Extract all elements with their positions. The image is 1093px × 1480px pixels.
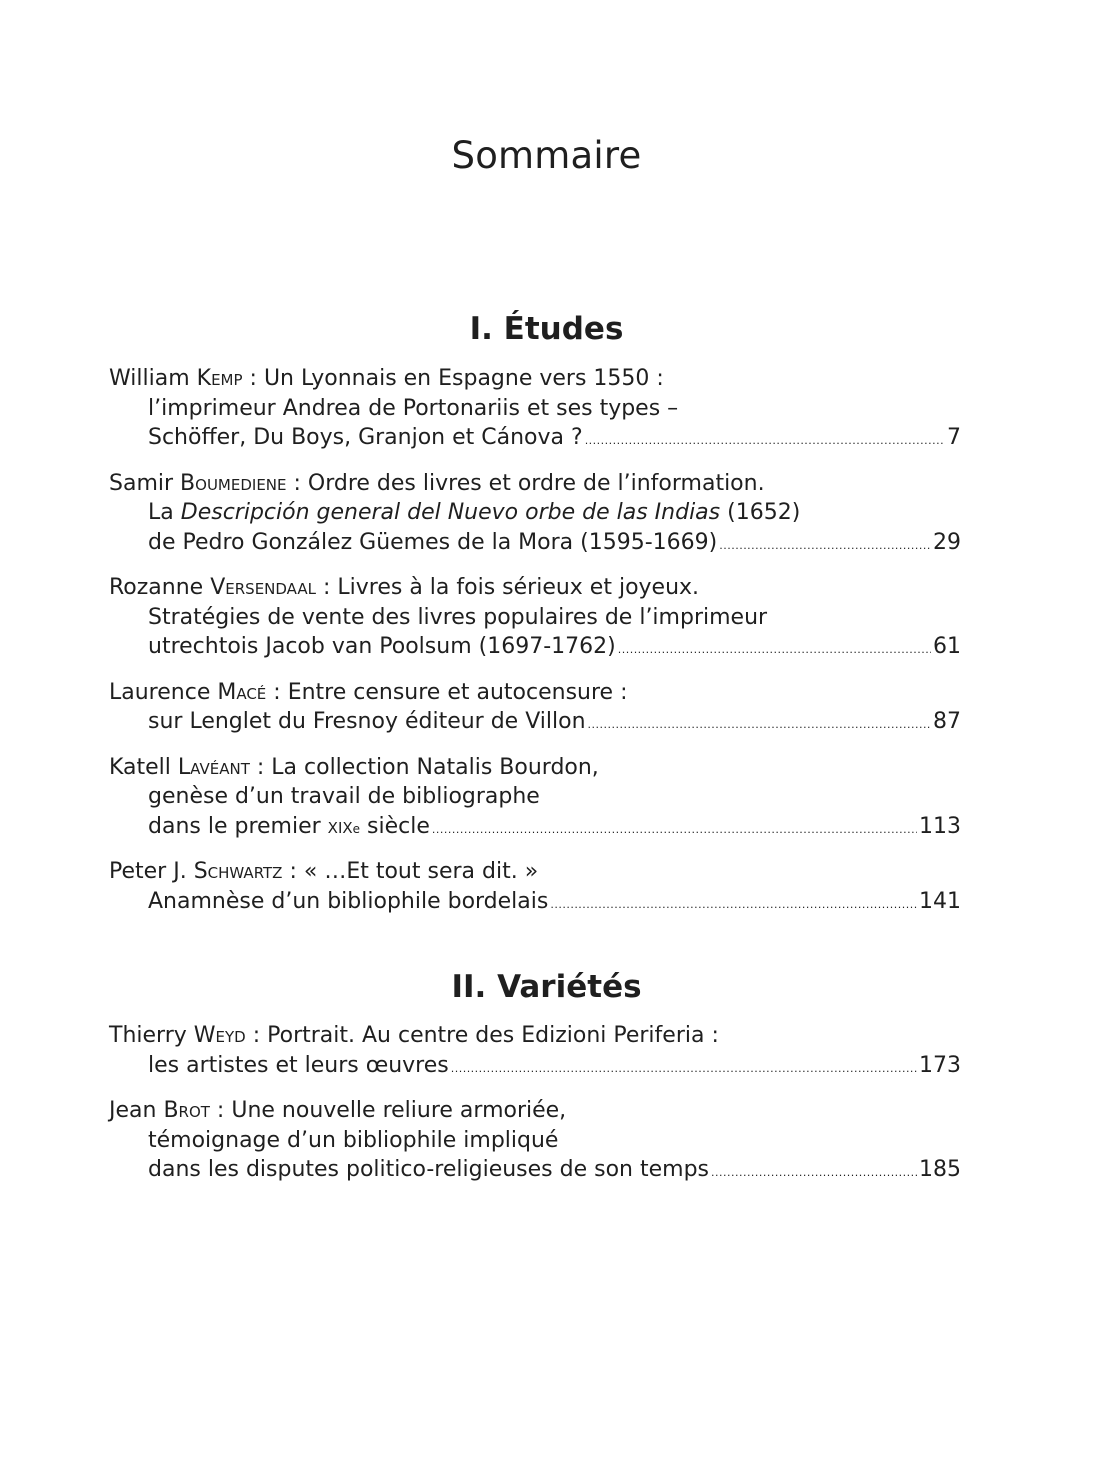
dot-leader (588, 707, 931, 740)
page-number: 29 (933, 529, 961, 555)
author-first-name: Katell (109, 754, 171, 780)
author-last-name: Kemp (196, 366, 243, 391)
page-number: 87 (933, 709, 961, 734)
section-heading-varietes: II. Variétés (451, 969, 642, 1005)
entry-title-italic: Descripción general del Nuevo orbe de las Indias (180, 500, 721, 525)
toc-line: Katell Lavéant : La collection Natalis Bourdon, (109, 753, 961, 783)
author-last-name: Brot (163, 1098, 210, 1123)
toc-line (109, 1155, 961, 1185)
author-last-name: Schwartz (193, 859, 283, 884)
dot-leader (585, 423, 945, 456)
toc-list-varietes (109, 1021, 961, 1201)
entry-title: l’imprimeur Andrea de Portonariis et ses types – (148, 395, 679, 421)
dot-leader (432, 812, 917, 845)
toc-line: Rozanne Versendaal : Livres à la fois sérieux et joyeux. (109, 573, 961, 603)
toc-entry[interactable] (109, 753, 961, 842)
toc-line (109, 498, 961, 528)
entry-title: siècle (367, 813, 430, 839)
dot-leader (719, 528, 931, 561)
entry-title: sur Lenglet du Fresnoy éditeur de Villon (148, 709, 586, 734)
entry-title: La collection Natalis Bourdon, (271, 754, 599, 780)
toc-entry[interactable] (109, 1021, 961, 1080)
toc-list-etudes (109, 364, 961, 932)
toc-line: Jean Brot : Une nouvelle reliure armoriée, (109, 1096, 961, 1126)
toc-entry[interactable] (109, 678, 961, 737)
author-last-name: Lavéant (177, 754, 250, 780)
author-first-name: Rozanne (109, 575, 204, 600)
toc-line (109, 887, 961, 917)
toc-entry[interactable] (109, 364, 961, 453)
entry-title: Stratégies de vente des livres populaires de l’imprimeur (148, 604, 768, 630)
toc-entry[interactable] (109, 1096, 961, 1185)
author-first-name: Laurence (109, 679, 211, 705)
toc-line (109, 394, 961, 424)
toc-entry[interactable] (109, 857, 961, 916)
entry-title: genèse d’un travail de bibliographe (148, 784, 540, 809)
page-number: 7 (947, 425, 961, 450)
toc-line (109, 423, 961, 453)
entry-title: Une nouvelle reliure armoriée, (231, 1098, 567, 1123)
dot-leader (618, 632, 931, 665)
author-first-name: Peter J. (109, 859, 187, 884)
toc-line (109, 1051, 961, 1081)
entry-title: Anamnèse d’un bibliophile bordelais (148, 888, 549, 914)
entry-title: (1652) (727, 500, 801, 525)
toc-line: Laurence Macé : Entre censure et autocensure : (109, 678, 961, 708)
page-number: 113 (919, 813, 961, 839)
page-number: 61 (933, 634, 961, 659)
toc-line (109, 632, 961, 662)
dot-leader (550, 887, 917, 920)
author-first-name: William (109, 366, 190, 391)
toc-entry[interactable] (109, 573, 961, 662)
entry-title: les artistes et leurs œuvres (148, 1052, 449, 1078)
author-last-name: Macé (217, 679, 267, 705)
entry-title: témoignage d’un bibliophile impliqué (148, 1127, 559, 1153)
entry-title: Livres à la fois sérieux et joyeux. (337, 575, 700, 600)
page-number: 185 (919, 1157, 961, 1182)
toc-line: dans le premier xix e siècle . . . 113 (109, 812, 961, 842)
author-first-name: Thierry (109, 1023, 187, 1048)
author-first-name: Samir (109, 470, 174, 496)
page-title: Sommaire (451, 134, 642, 177)
toc-entry[interactable] (109, 469, 961, 558)
author-last-name: Versendaal (210, 575, 316, 600)
roman-numeral: xix (327, 813, 353, 839)
toc-line (109, 782, 961, 812)
entry-title: Ordre des livres et ordre de l’information. (307, 470, 765, 496)
toc-line: Thierry Weyd : Portrait. Au centre des Edizioni Periferia : (109, 1021, 961, 1051)
toc-line (109, 528, 961, 558)
toc-line: Samir Boumediene : Ordre des livres et ordre de l’information. (109, 469, 961, 499)
toc-line (109, 707, 961, 737)
entry-title: utrechtois Jacob van Poolsum (1697-1762) (148, 634, 616, 659)
author-last-name: Boumediene (180, 470, 287, 496)
author-last-name: Weyd (193, 1023, 246, 1048)
author-first-name: Jean (109, 1098, 157, 1123)
section-heading-etudes: I. Études (469, 311, 624, 347)
entry-title: La (148, 500, 174, 525)
entry-title: de Pedro González Güemes de la Mora (1595-1669) (148, 529, 718, 555)
page-number: 173 (919, 1052, 961, 1078)
page-number: 141 (919, 888, 961, 914)
toc-line (109, 1126, 961, 1156)
entry-title: Un Lyonnais en Espagne vers 1550 : (263, 366, 664, 391)
dot-leader (711, 1155, 917, 1188)
toc-line: William Kemp : Un Lyonnais en Espagne vers 1550 : (109, 364, 961, 394)
entry-title: Portrait. Au centre des Edizioni Periferia : (267, 1023, 719, 1048)
entry-title: dans les disputes politico-religieuses de son temps (148, 1157, 709, 1182)
entry-title: Entre censure et autocensure : (287, 679, 628, 705)
entry-title: Schöffer, Du Boys, Granjon et Cánova ? (148, 425, 583, 450)
dot-leader (451, 1051, 917, 1084)
toc-line: Peter J. Schwartz : « …Et tout sera dit. » (109, 857, 961, 887)
toc-line (109, 603, 961, 633)
entry-title: « …Et tout sera dit. » (303, 859, 539, 884)
entry-title: dans le premier (148, 813, 321, 839)
